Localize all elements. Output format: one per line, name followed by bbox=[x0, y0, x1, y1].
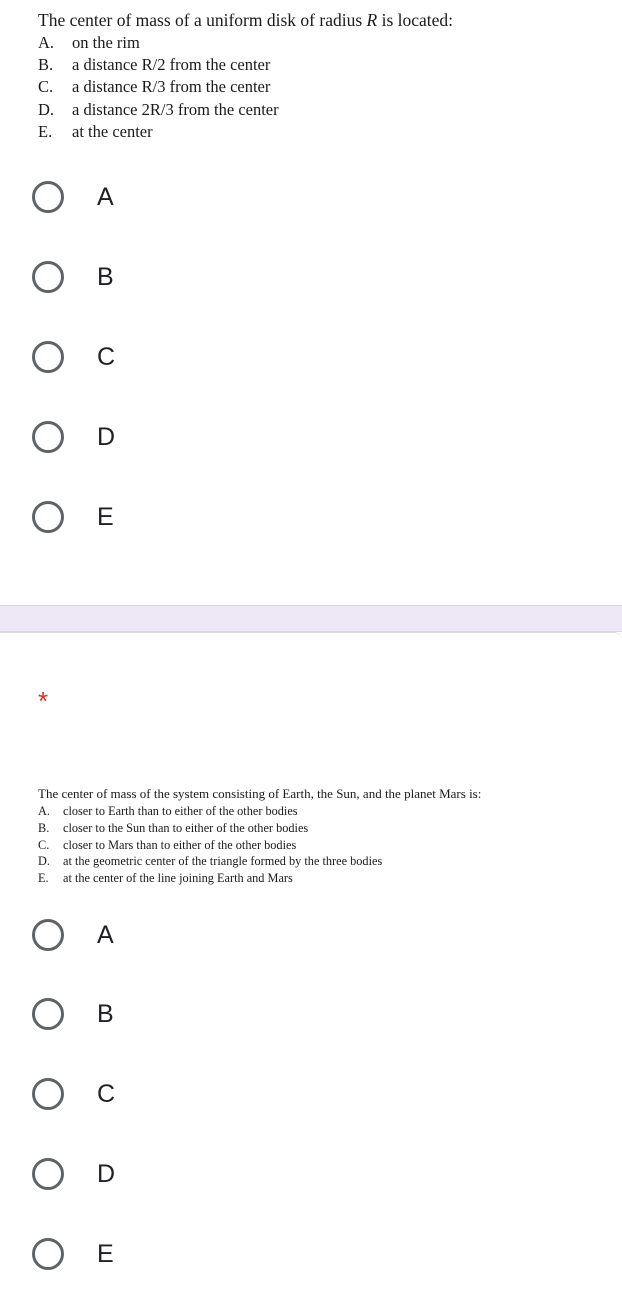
radio-button[interactable] bbox=[32, 1238, 64, 1270]
radio-button[interactable] bbox=[32, 919, 64, 951]
question-2-choice-b: B. closer to the Sun than to either of the other bodies bbox=[38, 820, 309, 835]
question-1-choice-b: B. a distance R/2 from the center bbox=[38, 55, 271, 75]
question-2-image bbox=[38, 785, 481, 887]
question-1-option-c[interactable] bbox=[32, 335, 115, 379]
radio-button[interactable] bbox=[32, 421, 64, 453]
radio-button[interactable] bbox=[32, 1078, 64, 1110]
section-divider bbox=[0, 605, 622, 632]
question-2-option-e[interactable] bbox=[32, 1232, 114, 1276]
option-label: D bbox=[97, 1159, 116, 1188]
radio-button[interactable] bbox=[32, 341, 64, 373]
option-label: A bbox=[97, 182, 114, 211]
question-2-choice-d: D. at the geometric center of the triangle formed by the three bodies bbox=[38, 854, 383, 869]
question-1-choice-e: E. at the center bbox=[38, 121, 153, 141]
question-2-option-d[interactable] bbox=[32, 1152, 115, 1196]
question-1-choice-c: C. a distance R/3 from the center bbox=[38, 77, 271, 97]
question-2-choice-c: C. closer to Mars than to either of the other bodies bbox=[38, 837, 297, 852]
question-2-option-b[interactable] bbox=[32, 992, 114, 1036]
question-1-option-a[interactable] bbox=[32, 175, 114, 219]
radio-button[interactable] bbox=[32, 501, 64, 533]
question-1-stem: The center of mass of a uniform disk of radius R is located: bbox=[38, 10, 454, 30]
option-label: D bbox=[97, 422, 116, 451]
radio-button[interactable] bbox=[32, 998, 64, 1030]
option-label: E bbox=[97, 1239, 114, 1268]
option-label: A bbox=[97, 920, 114, 949]
radio-button[interactable] bbox=[32, 261, 64, 293]
radio-button[interactable] bbox=[32, 1158, 64, 1190]
radio-button[interactable] bbox=[32, 181, 64, 213]
option-label: C bbox=[97, 342, 116, 371]
question-card-2 bbox=[0, 632, 622, 1298]
question-2-option-c[interactable] bbox=[32, 1072, 115, 1116]
option-label: E bbox=[97, 502, 114, 531]
question-2-choice-e: E. at the center of the line joining Earth and Mars bbox=[38, 871, 293, 886]
option-label: C bbox=[97, 1079, 116, 1108]
option-label: B bbox=[97, 999, 114, 1028]
option-label: B bbox=[97, 262, 114, 291]
question-card-1 bbox=[0, 0, 622, 605]
question-1-option-d[interactable] bbox=[32, 415, 115, 459]
question-1-image bbox=[38, 8, 453, 143]
question-1-option-e[interactable] bbox=[32, 495, 114, 539]
question-2-stem: The center of mass of the system consisting of Earth, the Sun, and the planet Mars is: bbox=[38, 786, 482, 801]
question-1-option-b[interactable] bbox=[32, 255, 114, 299]
required-indicator: * bbox=[38, 686, 49, 716]
question-1-choice-a: A. on the rim bbox=[38, 33, 140, 52]
question-2-choice-a: A. closer to Earth than to either of the other bodies bbox=[38, 804, 298, 818]
question-1-choice-d: D. a distance 2R/3 from the center bbox=[38, 99, 279, 119]
question-2-option-a[interactable] bbox=[32, 913, 114, 957]
